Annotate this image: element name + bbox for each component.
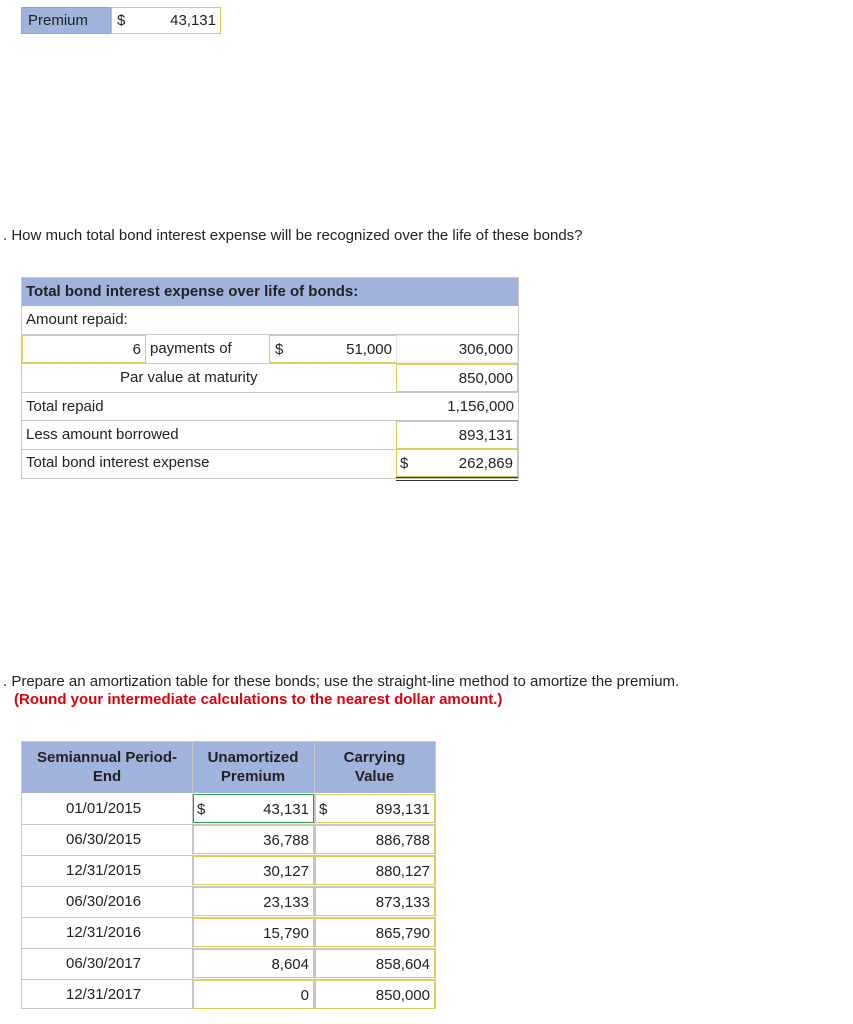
premium-label-cell — [21, 7, 111, 34]
header-period — [22, 748, 192, 786]
unamortized-premium-input[interactable] — [193, 949, 314, 978]
less-borrowed: 893,131 — [458, 427, 513, 444]
less-borrowed-label: Less amount borrowed — [26, 426, 179, 443]
question-b-text: How much total bond interest expense will be recognized over the life of these bonds? — [11, 227, 583, 244]
unamortized-premium: 0 — [300, 987, 309, 1004]
less-borrowed-input[interactable] — [396, 421, 518, 449]
carrying-value: 886,788 — [375, 832, 430, 849]
premium-value: 43,131 — [170, 12, 216, 29]
payments-total-input[interactable] — [396, 335, 518, 363]
question-c — [3, 673, 679, 690]
par-value-input[interactable] — [396, 364, 518, 392]
unamortized-premium: 43,131 — [263, 801, 309, 818]
amort-row-date: 01/01/2015 — [66, 800, 142, 817]
premium-label: Premium — [28, 12, 89, 29]
unamortized-premium-input[interactable] — [193, 980, 314, 1009]
carrying-value: 880,127 — [375, 863, 430, 880]
carrying-value-input[interactable] — [315, 825, 435, 854]
unamortized-premium-input[interactable] — [193, 887, 314, 916]
question-c-bullet: . — [3, 673, 8, 690]
carrying-currency: $ — [319, 801, 328, 818]
total-interest-label: Total bond interest expense — [26, 454, 210, 471]
amount-repaid-label: Amount repaid: — [26, 311, 128, 328]
header-carrying — [314, 748, 435, 786]
premium-currency: $ — [197, 801, 206, 818]
unamortized-premium: 23,133 — [263, 894, 309, 911]
par-label: Par value at maturity — [120, 369, 258, 386]
header-premium-text: Unamortized Premium — [207, 749, 299, 785]
unamortized-premium-input[interactable] — [193, 918, 314, 947]
payments-count-input[interactable] — [22, 335, 146, 363]
carrying-value: 865,790 — [375, 925, 430, 942]
unamortized-premium: 30,127 — [263, 863, 309, 880]
amort-row-date: 12/31/2015 — [66, 862, 142, 879]
carrying-value: 893,131 — [375, 801, 430, 818]
question-b-bullet: . — [3, 227, 8, 244]
carrying-value-input[interactable] — [315, 794, 435, 823]
total-interest: 262,869 — [458, 455, 513, 472]
amort-row-date: 06/30/2017 — [66, 955, 142, 972]
total-interest-input[interactable] — [396, 449, 518, 477]
payments-total: 306,000 — [458, 341, 513, 358]
carrying-value-input[interactable] — [315, 856, 435, 885]
unamortized-premium: 15,790 — [263, 925, 309, 942]
payments-count: 6 — [132, 341, 141, 358]
header-carrying-text: Carrying Value — [343, 749, 406, 785]
amort-row-date: 06/30/2015 — [66, 831, 142, 848]
header-period-text: Semiannual Period-End — [36, 749, 178, 785]
interest-table-title: Total bond interest expense over life of bonds: — [22, 278, 518, 306]
payment-currency: $ — [275, 341, 284, 358]
par-value: 850,000 — [458, 370, 513, 387]
carrying-value: 873,133 — [375, 894, 430, 911]
total-repaid-label: Total repaid — [26, 398, 104, 415]
carrying-value-input[interactable] — [315, 980, 435, 1009]
premium-input[interactable] — [111, 7, 221, 34]
payment-amount: 51,000 — [346, 341, 392, 358]
unamortized-premium-input[interactable] — [193, 825, 314, 854]
question-b — [3, 227, 583, 244]
unamortized-premium: 8,604 — [271, 956, 309, 973]
amort-row-date: 06/30/2016 — [66, 893, 142, 910]
carrying-value-input[interactable] — [315, 918, 435, 947]
payments-label: payments of — [150, 340, 232, 357]
unamortized-premium-input[interactable] — [193, 856, 314, 885]
carrying-value: 858,604 — [375, 956, 430, 973]
amort-row-date: 12/31/2017 — [66, 986, 142, 1003]
carrying-value: 850,000 — [375, 987, 430, 1004]
total-repaid: 1,156,000 — [447, 398, 514, 415]
premium-currency: $ — [117, 12, 126, 29]
payment-amount-input[interactable] — [269, 335, 397, 363]
question-c-text: Prepare an amortization table for these bonds; use the straight-line method to amortize the premium. — [11, 673, 680, 690]
header-premium — [192, 748, 314, 786]
carrying-value-input[interactable] — [315, 949, 435, 978]
question-c-note: (Round your intermediate calculations to the nearest dollar amount.) — [14, 691, 503, 708]
amort-row-date: 12/31/2016 — [66, 924, 142, 941]
unamortized-premium-input[interactable] — [193, 794, 314, 823]
total-interest-currency: $ — [400, 455, 409, 472]
unamortized-premium: 36,788 — [263, 832, 309, 849]
carrying-value-input[interactable] — [315, 887, 435, 916]
